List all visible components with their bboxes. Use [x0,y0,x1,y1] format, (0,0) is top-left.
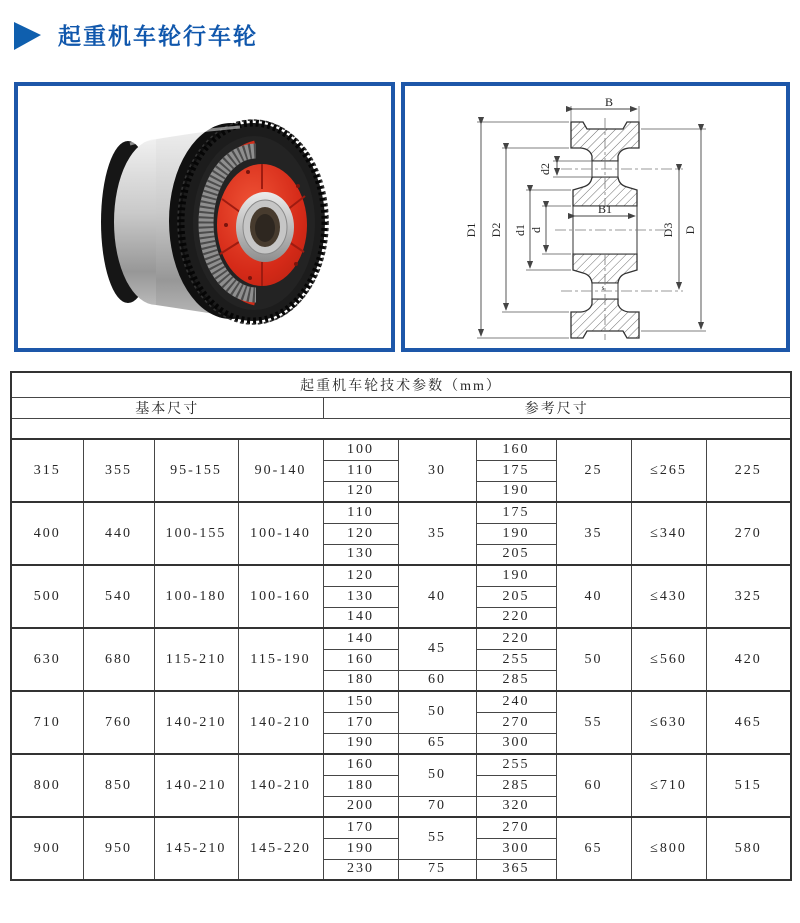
cell: 465 [706,691,791,754]
cell: 680 [83,628,154,691]
cell: 130 [323,586,398,607]
dim-label-D3: D3 [661,222,675,238]
cell: ≤430 [631,565,706,628]
dim-label-d: d [529,227,543,233]
dim-label-d1: d1 [513,224,527,236]
cell: 140-210 [238,754,323,817]
dim-label-D1: D1 [464,222,478,238]
cell: 220 [476,607,556,628]
cell: 150 [323,691,398,712]
cell: 315 [11,439,83,502]
cell: 270 [476,817,556,838]
cell: 40 [398,565,476,628]
cell: 365 [476,859,556,880]
cell: 100-160 [238,565,323,628]
cell: 190 [323,838,398,859]
cell: 205 [476,586,556,607]
cell: 140-210 [154,691,238,754]
cell: 950 [83,817,154,880]
technical-drawing-panel [401,82,790,352]
cell: 25 [556,439,631,502]
cell: 60 [556,754,631,817]
cell: 110 [323,502,398,523]
cell: 270 [476,712,556,733]
page-header [14,22,258,50]
cell: 540 [83,565,154,628]
cell: 140-210 [238,691,323,754]
cell: 515 [706,754,791,817]
cell: 40 [556,565,631,628]
cell: 170 [323,817,398,838]
cell: 120 [323,565,398,586]
cell: 320 [476,796,556,817]
header-reference: 参考尺寸 [323,398,791,419]
cell: 160 [476,439,556,460]
dim-label-D2: D2 [489,222,503,238]
cell: 145-220 [238,817,323,880]
cell: 30 [398,439,476,502]
cell: 325 [706,565,791,628]
cell: 95-155 [154,439,238,502]
spacer-row [11,419,791,440]
cell: 110 [323,460,398,481]
cell: 180 [323,670,398,691]
image-panels [14,82,790,352]
cell: 160 [323,754,398,775]
cell: 300 [476,733,556,754]
cell: 205 [476,544,556,565]
cell: 140 [323,628,398,649]
cell: ≤560 [631,628,706,691]
cell: 580 [706,817,791,880]
cell: 300 [476,838,556,859]
cell: 270 [706,502,791,565]
spec-table-body [11,372,791,880]
cell: 255 [476,754,556,775]
spec-table [10,371,792,881]
cell: ≤630 [631,691,706,754]
cell: 60 [398,670,476,691]
product-photo [26,94,383,340]
cell: 100-180 [154,565,238,628]
cell: 170 [323,712,398,733]
cell: 120 [323,481,398,502]
dim-label-D: D [683,225,697,235]
cell: 800 [11,754,83,817]
cell: 120 [323,523,398,544]
arrow-icon [14,22,41,50]
cell: 190 [476,523,556,544]
product-photo-panel [14,82,395,352]
dim-label-B1: B1 [597,202,613,216]
cell: 180 [323,775,398,796]
dim-label-s: s [601,284,605,292]
cell: 225 [706,439,791,502]
dim-label-B: B [604,95,614,109]
cell: 440 [83,502,154,565]
cell: 630 [11,628,83,691]
cell: 50 [398,754,476,796]
cell: 200 [323,796,398,817]
cell: 140 [323,607,398,628]
cell: 55 [556,691,631,754]
cell: 190 [323,733,398,754]
cell: 900 [11,817,83,880]
cell: 35 [556,502,631,565]
dim-label-d2: d2 [538,163,552,175]
cell: 760 [83,691,154,754]
cell: ≤800 [631,817,706,880]
cell: 145-210 [154,817,238,880]
header-basic: 基本尺寸 [11,398,323,419]
cell: 115-190 [238,628,323,691]
cell: 35 [398,502,476,565]
cell: 255 [476,649,556,670]
cell: 220 [476,628,556,649]
cell: 190 [476,565,556,586]
cell: 230 [323,859,398,880]
cell: 75 [398,859,476,880]
cell: ≤710 [631,754,706,817]
table-title: 起重机车轮技术参数（mm） [11,372,791,398]
cell: 100-140 [238,502,323,565]
cell: 285 [476,775,556,796]
cell: 710 [11,691,83,754]
cell: 130 [323,544,398,565]
cell: 160 [323,649,398,670]
page-title: 起重机车轮行车轮 [58,22,258,49]
cell: 70 [398,796,476,817]
cell: 140-210 [154,754,238,817]
cell: 45 [398,628,476,670]
cell: 175 [476,502,556,523]
cell: 100-155 [154,502,238,565]
cell: 240 [476,691,556,712]
cell: 420 [706,628,791,691]
cell: 400 [11,502,83,565]
cell: 65 [398,733,476,754]
cell: 115-210 [154,628,238,691]
cell: 190 [476,481,556,502]
cell: 355 [83,439,154,502]
cell: 100 [323,439,398,460]
cell: 65 [556,817,631,880]
cell: 285 [476,670,556,691]
cell: ≤265 [631,439,706,502]
cell: 500 [11,565,83,628]
cell: 850 [83,754,154,817]
cell: 175 [476,460,556,481]
cell: 55 [398,817,476,859]
cell: 50 [556,628,631,691]
technical-drawing [413,94,778,340]
cell: 90-140 [238,439,323,502]
cell: ≤340 [631,502,706,565]
cell: 50 [398,691,476,733]
